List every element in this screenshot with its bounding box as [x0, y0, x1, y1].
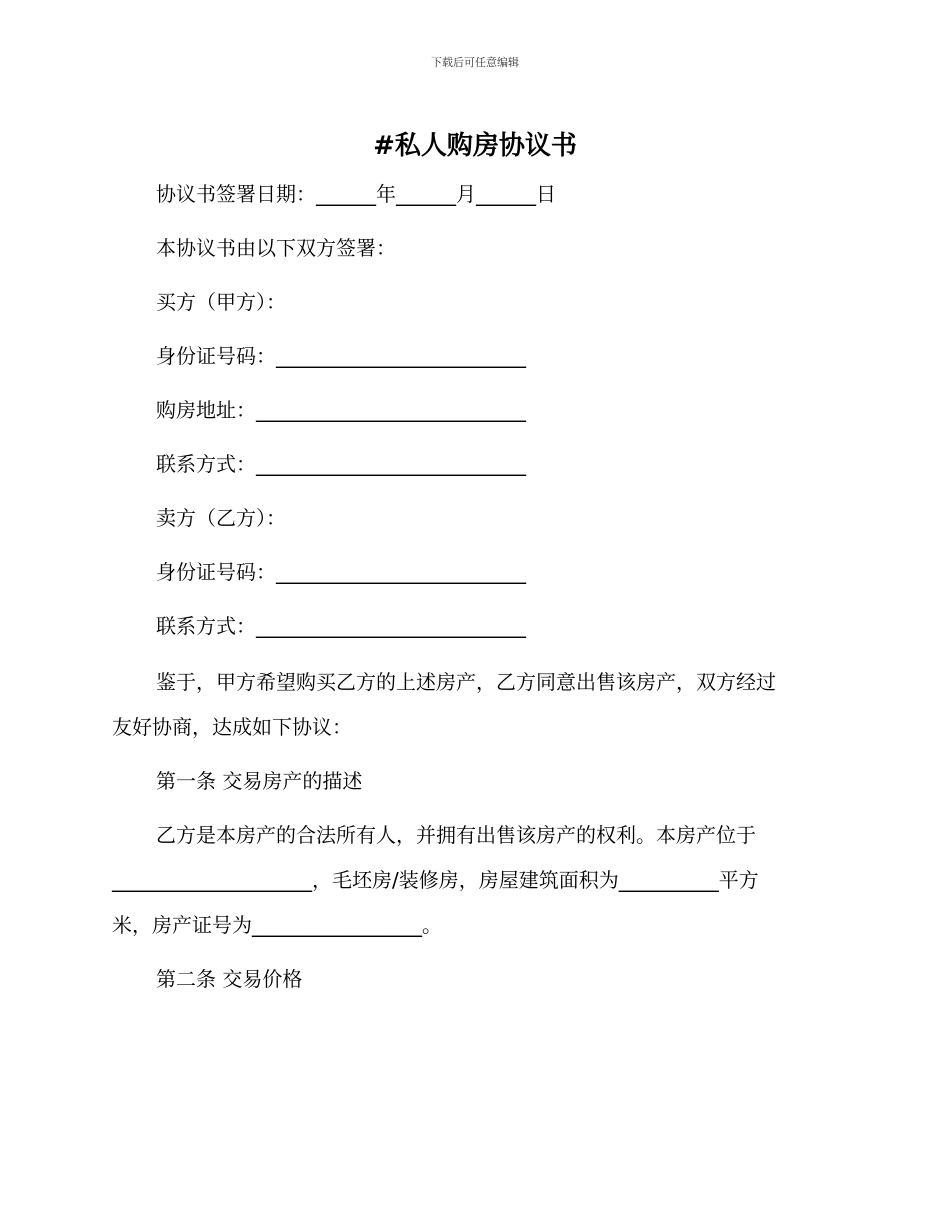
sign-date-line: 协议书签署日期：______年______月______日: [156, 182, 556, 206]
buyer-contact-line: 联系方式：___________________________: [156, 452, 526, 476]
header-note: 下载后可任意编辑: [431, 56, 519, 69]
document-title: #私人购房协议书: [373, 131, 577, 161]
whereas-line-2: 友好协商，达成如下协议：: [112, 715, 352, 739]
buyer-id-line: 身份证号码：_________________________: [156, 344, 526, 368]
seller-id-line: 身份证号码：_________________________: [156, 560, 526, 584]
whereas-line-1: 鉴于，甲方希望购买乙方的上述房产，乙方同意出售该房产，双方经过: [156, 670, 776, 694]
article-1-heading: 第一条 交易房产的描述: [156, 769, 363, 793]
article-1-line-3: 米，房产证号为_________________。: [112, 913, 442, 937]
seller-contact-line: 联系方式：___________________________: [156, 614, 526, 638]
buyer-address-line: 购房地址：___________________________: [156, 398, 526, 422]
buyer-heading: 买方（甲方）：: [156, 290, 286, 314]
article-2-heading: 第二条 交易价格: [156, 967, 303, 991]
seller-heading: 卖方（乙方）：: [156, 506, 286, 530]
article-1-line-1: 乙方是本房产的合法所有人，并拥有出售该房产的权利。本房产位于: [156, 823, 756, 847]
intro-line: 本协议书由以下双方签署：: [156, 236, 396, 260]
article-1-line-2: ____________________，毛坯房/装修房，房屋建筑面积为__________平方: [112, 868, 759, 892]
